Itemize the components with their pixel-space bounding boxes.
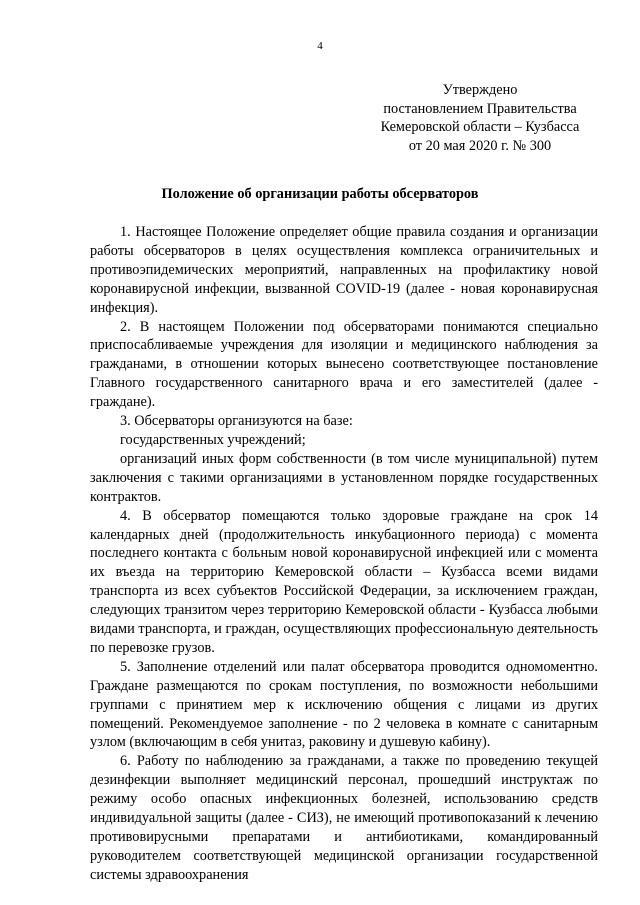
paragraph-1: 1. Настоящее Положение определяет общие правила создания и организации работы обсерваторов в целях осуществления комплекса ограничительных и противоэпидемических мероприятий, направленных на профилактику новой коронавирусной инфекции, вызванной COVID-19 (далее - новая коронавирусная инфекция). — [90, 224, 598, 316]
paragraph-3-item-1: государственных учреждений; — [120, 431, 306, 448]
paragraph-3: 3. Обсерваторы организуются на базе: — [120, 413, 353, 430]
paragraph-2: 2. В настоящем Положении под обсерваторами понимаются специально приспосабливаемые учреждения для изоляции и медицинского наблюдения за гражданами, в отношении которых вынесено соответствующее постановление Главного государственного санитарного врача и его заместителей (далее - граждане). — [90, 318, 598, 411]
approval-line: от 20 мая 2020 г. № 300 — [408, 137, 552, 154]
document-body — [90, 223, 598, 885]
paragraph-5: 5. Заполнение отделений или палат обсерватора проводится одномоментно. Граждане размещаются по срокам поступления, по возможности небольшими группами с принятием мер к исключению общения с лицами из других помещений. Рекомендуемое заполнение - по 2 человека в комнате с санитарным узлом (включающим в себя унитаз, раковину и душевую кабину). — [90, 658, 598, 751]
paragraph-4: 4. В обсерватор помещаются только здоровые граждане на срок 14 календарных дней (продолжительность инкубационного периода) с момента последнего контакта с больным новой коронавирусной инфекцией или с момента их въезда на территорию Кемеровской области – Кузбасса всеми видами транспорта из всех субъектов Российской Федерации, за исключением граждан, следующих транзитом через территорию Кемеровской области - Кузбасса любыми видами транспорта, и граждан, осуществляющих профессиональную деятельность по перевозке грузов. — [90, 507, 598, 656]
approval-line: Утверждено — [442, 82, 518, 98]
paragraph-3-item-2: организаций иных форм собственности (в том числе муниципальной) путем заключения с такими организациями в установленном порядке государственных контрактов. — [90, 450, 598, 505]
document-title: Положение об организации работы обсерваторов — [161, 186, 479, 202]
approval-line: Кемеровской области – Кузбасса — [380, 119, 580, 136]
page-number: 4 — [317, 40, 323, 52]
approval-stamp — [360, 81, 600, 155]
paragraph-6: 6. Работу по наблюдению за гражданами, а также по проведению текущей дезинфекции выполняет медицинский персонал, прошедший инструктаж по режиму особо опасных инфекционных болезней, использованию средств индивидуальной защиты (далее - СИЗ), не имеющий противопоказаний к лечению противовирусными препаратами и антибиотиками, командированный руководителем соответствующей медицинской организации государственной системы здравоохранения — [90, 753, 598, 883]
approval-line: постановлением Правительства — [383, 100, 577, 117]
